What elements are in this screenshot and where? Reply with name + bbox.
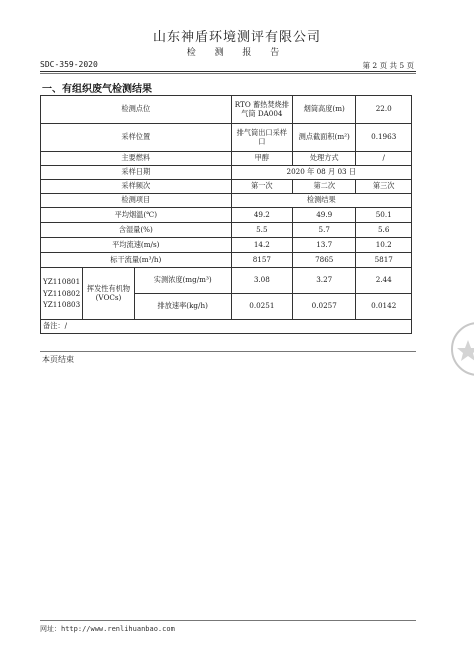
table-row [41,320,412,334]
cell-value: 2.44 [356,268,412,294]
cell-value: 7865 [293,253,356,268]
cell-value: 8157 [231,253,292,268]
cell-value: 5.5 [231,223,292,238]
page-info: 第 2 页 共 5 页 [362,61,414,70]
cell-value: 5.7 [293,223,356,238]
cell-value: 14.2 [231,238,292,253]
table-row [41,253,412,268]
table-row [41,268,412,294]
cell-conc-label: 实测浓度(mg/m³) [134,268,231,294]
cell-value: 13.7 [293,238,356,253]
table-row [41,124,412,152]
cell-height-value: 22.0 [356,96,412,124]
end-rule [40,351,416,352]
cell-sampling-position: 排气筒出口采样口 [231,124,292,152]
header-rule [40,71,416,72]
cell-value: 3.08 [231,268,292,294]
cell-rate-label: 排放速率(kg/h) [134,294,231,320]
cell-metric-label: 含湿量(%) [41,223,232,238]
cell-value: 49.2 [231,208,292,223]
cell-metric-label: 平均流速(m/s) [41,238,232,253]
cell-value: 49.9 [293,208,356,223]
section-title: 一、有组织废气检测结果 [42,84,152,95]
cell-area-label: 测点截面积(m²) [293,124,356,152]
table-row [41,223,412,238]
table-row [41,152,412,166]
cell-value: 5817 [356,253,412,268]
cell-value: 5.6 [356,223,412,238]
end-of-page-note: 本页结束 [42,355,74,364]
cell-value: 0.0251 [231,294,292,320]
cell-value: 3.27 [293,268,356,294]
cell-label: 采样频次 [41,180,232,194]
cell-value: 10.2 [356,238,412,253]
cell-value: 0.0257 [293,294,356,320]
cell-voc-name: 挥发性有机物(VOCs) [83,268,135,320]
cell-label: 检测点位 [41,96,232,124]
document-number: SDC-359-2020 [40,60,98,69]
table-row [41,166,412,180]
table-row [41,180,412,194]
table-row [41,238,412,253]
cell-metric-label: 平均烟温(℃) [41,208,232,223]
cell-label: 采样位置 [41,124,232,152]
table-row [41,194,412,208]
table-row [41,96,412,124]
report-subtitle: 检 测 报 告 [186,48,288,58]
cell-height-label: 烟筒高度(m) [293,96,356,124]
cell-value: 50.1 [356,208,412,223]
footer-website: 网址：http://www.renlihuanbao.com [40,625,175,633]
seal-stamp-icon [448,318,474,380]
cell-label: 采样日期 [41,166,232,180]
cell-freq-1: 第一次 [231,180,292,194]
exhaust-gas-results-table [40,95,412,334]
cell-treatment-label: 处理方式 [293,152,356,166]
table-row [41,208,412,223]
cell-area-value: 0.1963 [356,124,412,152]
cell-results-header: 检测结果 [231,194,411,208]
cell-metric-label: 标干流量(m³/h) [41,253,232,268]
cell-label: 检测项目 [41,194,232,208]
cell-label: 主要燃料 [41,152,232,166]
cell-fuel: 甲醇 [231,152,292,166]
company-name: 山东神盾环境测评有限公司 [152,30,321,45]
cell-sampling-point: RTO 蓄热焚烧排气筒 DA004 [231,96,292,124]
cell-note: 备注：/ [41,320,412,334]
cell-freq-3: 第三次 [356,180,412,194]
cell-treatment-value: / [356,152,412,166]
cell-freq-2: 第二次 [293,180,356,194]
cell-sample-ids: YZ110801 YZ110802 YZ110803 [41,268,83,320]
footer-rule [40,620,416,621]
cell-sampling-date: 2020 年 08 月 03 日 [231,166,411,180]
header-rule-thin [40,73,416,74]
cell-value: 0.0142 [356,294,412,320]
